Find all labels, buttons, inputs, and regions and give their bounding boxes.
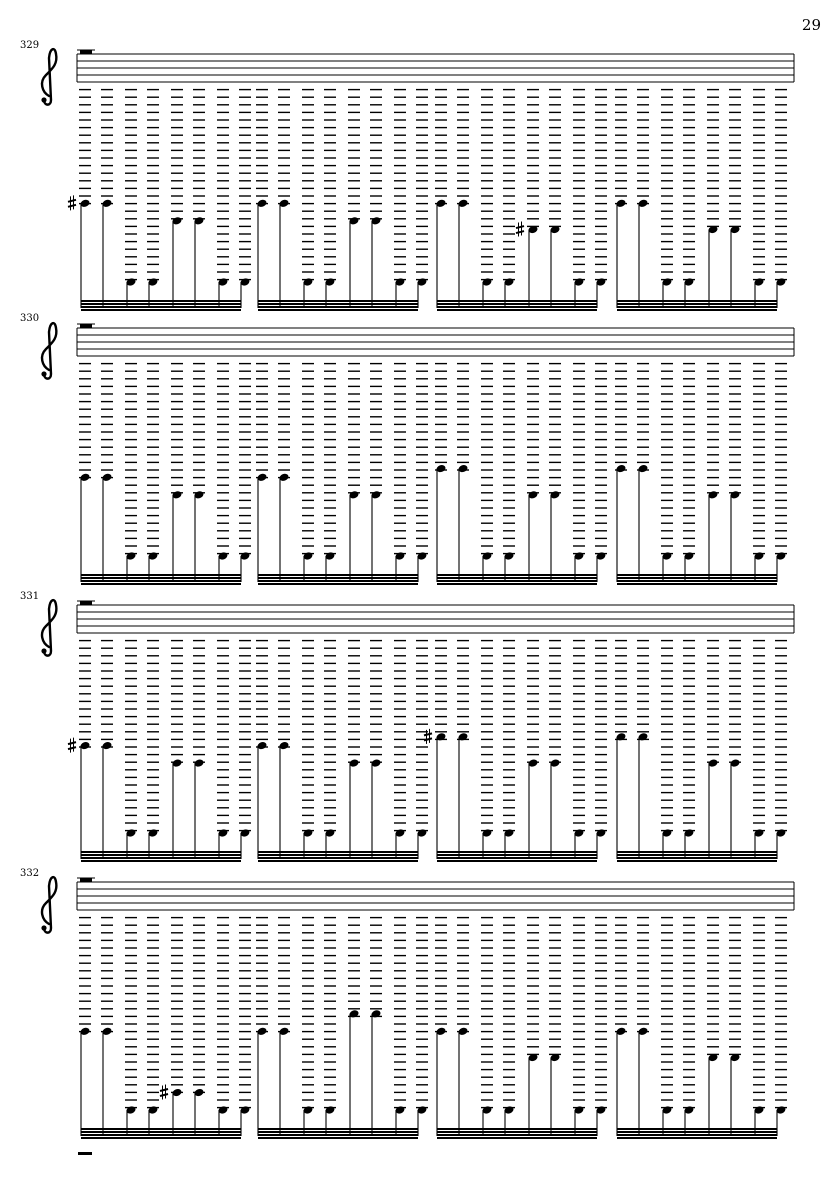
note-group (435, 90, 607, 311)
beam (81, 583, 241, 585)
beam (617, 1134, 777, 1136)
measure-number: 332 (20, 868, 40, 879)
beam (81, 1131, 241, 1133)
beam (81, 580, 241, 582)
beam (81, 857, 241, 859)
note-group (79, 918, 251, 1139)
sharp-icon (516, 222, 524, 237)
beam (258, 851, 418, 853)
note-group (435, 364, 607, 585)
beam (617, 1137, 777, 1139)
beam (617, 854, 777, 856)
note-group (256, 641, 428, 862)
treble-clef-icon (42, 49, 56, 105)
beam (437, 1131, 597, 1133)
note-group (424, 641, 607, 862)
note-group (615, 918, 787, 1139)
beam (81, 1134, 241, 1136)
beam (81, 303, 241, 305)
beam (81, 300, 241, 302)
beam (617, 574, 777, 576)
beam (437, 583, 597, 585)
beam (258, 854, 418, 856)
sharp-icon (68, 195, 76, 210)
beam (258, 574, 418, 576)
measure-number: 331 (20, 591, 40, 602)
beam (617, 303, 777, 305)
whole-rest-icon (80, 878, 92, 882)
beam (81, 851, 241, 853)
beam (258, 303, 418, 305)
sharp-icon (160, 1085, 168, 1100)
beam (437, 1137, 597, 1139)
beam (437, 1134, 597, 1136)
whole-rest-icon (80, 50, 92, 54)
beam (617, 851, 777, 853)
system (41, 49, 794, 311)
note-group (79, 364, 251, 585)
beam (437, 303, 597, 305)
treble-clef-icon (42, 600, 56, 656)
system (41, 323, 794, 585)
beam (437, 580, 597, 582)
beam (81, 306, 241, 308)
beam (437, 860, 597, 862)
beam (437, 854, 597, 856)
beam (437, 306, 597, 308)
beam (258, 583, 418, 585)
beam (617, 857, 777, 859)
beam (437, 577, 597, 579)
beam (81, 860, 241, 862)
whole-rest-icon (80, 601, 92, 605)
page-number: 29 (801, 16, 821, 34)
beam (258, 1128, 418, 1130)
beam (437, 857, 597, 859)
beam (617, 300, 777, 302)
beam (258, 577, 418, 579)
beam (617, 1131, 777, 1133)
treble-clef-icon (42, 877, 56, 933)
sharp-icon (68, 738, 76, 753)
measure-number: 330 (20, 313, 40, 324)
note-group (68, 90, 251, 311)
measure-number: 329 (20, 40, 40, 51)
note-group (615, 90, 787, 311)
beam (258, 1137, 418, 1139)
note-group (615, 641, 787, 862)
beam (617, 580, 777, 582)
beam (81, 1128, 241, 1130)
note-group (68, 641, 251, 862)
beam (617, 860, 777, 862)
beam (258, 1131, 418, 1133)
beam (258, 1134, 418, 1136)
treble-clef-icon (42, 323, 56, 379)
system (41, 877, 794, 1155)
beam (437, 574, 597, 576)
beam (258, 300, 418, 302)
beam (617, 309, 777, 311)
beam (81, 574, 241, 576)
beam (258, 580, 418, 582)
beam (617, 577, 777, 579)
note-group (435, 918, 607, 1139)
note-group (256, 364, 428, 585)
system (41, 600, 794, 862)
treble-clef-icon (41, 925, 46, 930)
beam (81, 854, 241, 856)
note-group (256, 918, 428, 1139)
beam (437, 851, 597, 853)
beam (258, 857, 418, 859)
beam (81, 1137, 241, 1139)
beam (617, 306, 777, 308)
beam (258, 306, 418, 308)
beam (81, 309, 241, 311)
treble-clef-icon (41, 97, 46, 102)
note-group (256, 90, 428, 311)
note-group (615, 364, 787, 585)
beam (437, 1128, 597, 1130)
beam (437, 300, 597, 302)
treble-clef-icon (41, 648, 46, 653)
beam (617, 583, 777, 585)
beam (437, 309, 597, 311)
beam (258, 860, 418, 862)
beam (258, 309, 418, 311)
beam (81, 577, 241, 579)
treble-clef-icon (41, 371, 46, 376)
beam (617, 1128, 777, 1130)
whole-rest-icon (80, 324, 92, 328)
rest-mark (78, 1152, 92, 1155)
